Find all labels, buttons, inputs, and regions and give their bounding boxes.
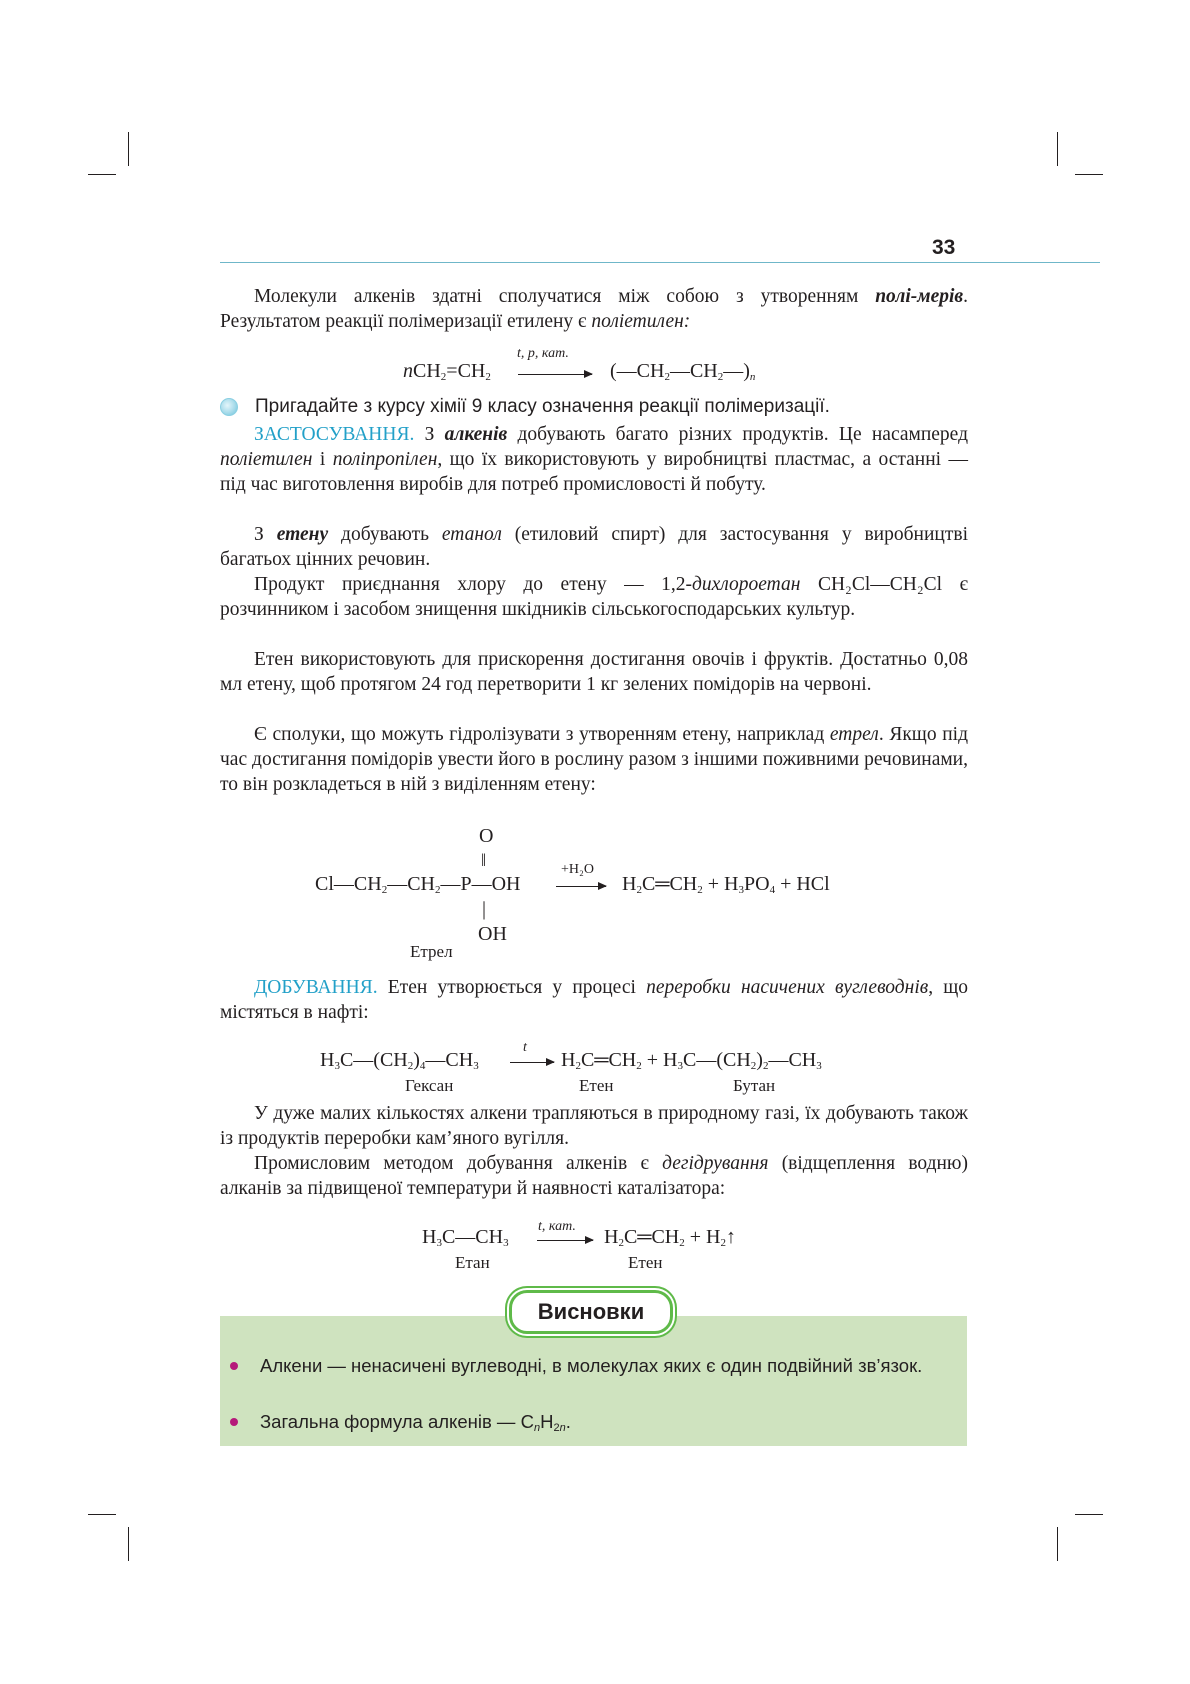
- eq4-label-ethene: Етен: [628, 1253, 663, 1272]
- crop-mark: [1057, 132, 1058, 166]
- eq2-oh: OH: [478, 923, 507, 945]
- crop-mark: [1057, 1527, 1058, 1561]
- question-bullet-icon: [220, 398, 238, 416]
- eq1-product: $(—CH_2—CH_2—)_n$: [610, 360, 756, 383]
- bullet-dot-icon: [230, 1418, 238, 1426]
- paragraph-polymers: Молекули алкенів здатні сполучатися між собою з утворенням полі-мерів. Результатом реакції полімеризації етилену є поліетилен:: [220, 286, 968, 332]
- paragraph-dichloroethane: Продукт приєднання хлору до етену — 1,2-дихлороетан СН₂Сl—СН₂Сl є розчинником і засобом знищення шкідників сільськогосподарських культур.: [220, 574, 968, 620]
- eq2-reactant: $Cl—CH_2—CH_2—P—OH$: [315, 873, 521, 896]
- crop-mark: [88, 1514, 116, 1515]
- conclusion-item: Алкени — ненасичені вуглеводні, в молекулах яких є один подвійний зв’язок.: [230, 1353, 960, 1378]
- eq3-label-hexane: Гексан: [405, 1076, 454, 1095]
- eq4-products: $H_2C═CH_2$ + $H_2↑$: [604, 1226, 736, 1249]
- eq3-arrow: [510, 1062, 554, 1063]
- conclusions-title: Висновки: [509, 1290, 673, 1334]
- paragraph-ethanol: З етену добувають етанол (етиловий спирт) для застосування у виробництві багатьох цінних речовин.: [220, 524, 968, 570]
- bullet-dot-icon: [230, 1362, 238, 1370]
- eq4-reactant: $H_3C—CH_3$: [422, 1226, 509, 1249]
- eq3-reactant: $H_3C—(CH_2)_4—CH_3$: [320, 1049, 479, 1072]
- eq3-label-butane: Бутан: [733, 1076, 776, 1095]
- crop-mark: [1075, 1514, 1103, 1515]
- eq2-arrow: [556, 886, 606, 887]
- section-heading-production: ДОБУВАННЯ.: [254, 977, 378, 998]
- section-heading-application: ЗАСТОСУВАННЯ.: [254, 424, 415, 445]
- eq3-condition: t: [523, 1040, 527, 1055]
- eq1-arrow: [518, 374, 592, 375]
- crop-mark: [88, 174, 116, 175]
- paragraph-application: ЗАСТОСУВАННЯ. З алкенів добувають багато різних продуктів. Це насамперед поліетилен і поліпропілен, що їх використовують у виробництві пластмас, а останні — під час виготовлення виробів для потреб промисловості й побуту.: [220, 424, 968, 495]
- eq2-condition: +H₂O: [561, 862, 594, 877]
- eq2-double-bond: ‖: [481, 850, 487, 870]
- page-number: 33: [932, 236, 956, 259]
- question-note: Пригадайте з курсу хімії 9 класу означення реакції полімеризації.: [220, 396, 830, 418]
- eq2-single-bond: |: [482, 898, 487, 920]
- crop-mark: [128, 1527, 129, 1561]
- paragraph-etrel: Є сполуки, що можуть гідролізувати з утворенням етену, наприклад етрел. Якщо під час достигання помідорів увести його в рослину разом з іншими поживними речовинами, то він розкладеться в ній з виділенням етену:: [220, 724, 968, 795]
- eq4-label-ethane: Етан: [455, 1253, 490, 1272]
- eq1-reactant: $nCH_2=CH_2$: [403, 360, 491, 383]
- eq3-products: $H_2C═CH_2$ + $H_3C—(CH_2)_2—CH_3$: [561, 1049, 822, 1072]
- crop-mark: [1075, 174, 1103, 175]
- eq1-condition: t, p, кат.: [517, 346, 569, 361]
- paragraph-ripening: Етен використовують для прискорення достигання овочів і фруктів. Достатньо 0,08 мл етену, щоб протягом 24 год перетворити 1 кг зелених помідорів на червоні.: [220, 649, 968, 695]
- paragraph-dehydrogenation: Промисловим методом добування алкенів є дегідрування (відщеплення водню) алканів за підвищеної температури й наявності каталізатора:: [220, 1153, 968, 1199]
- crop-mark: [128, 132, 129, 166]
- paragraph-natural-gas: У дуже малих кількостях алкени трапляються в природному газі, їх добувають також із продуктів переробки кам’яного вугілля.: [220, 1103, 968, 1149]
- header-rule: [220, 262, 1100, 263]
- eq4-condition: t, кат.: [538, 1219, 576, 1234]
- eq2-products: $H_2C═CH_2 + H_3PO_4$ + HCl: [622, 873, 830, 896]
- eq3-label-ethene: Етен: [579, 1076, 614, 1095]
- eq2-label-etrel: Етрел: [410, 942, 453, 961]
- conclusion-item: Загальна формула алкенів — $C_nH_{2n}$.: [230, 1409, 960, 1434]
- eq2-oxygen: O: [479, 825, 494, 847]
- eq4-arrow: [537, 1240, 593, 1241]
- paragraph-production: ДОБУВАННЯ. Етен утворюється у процесі переробки насичених вуглеводнів, що містяться в нафті:: [220, 977, 968, 1023]
